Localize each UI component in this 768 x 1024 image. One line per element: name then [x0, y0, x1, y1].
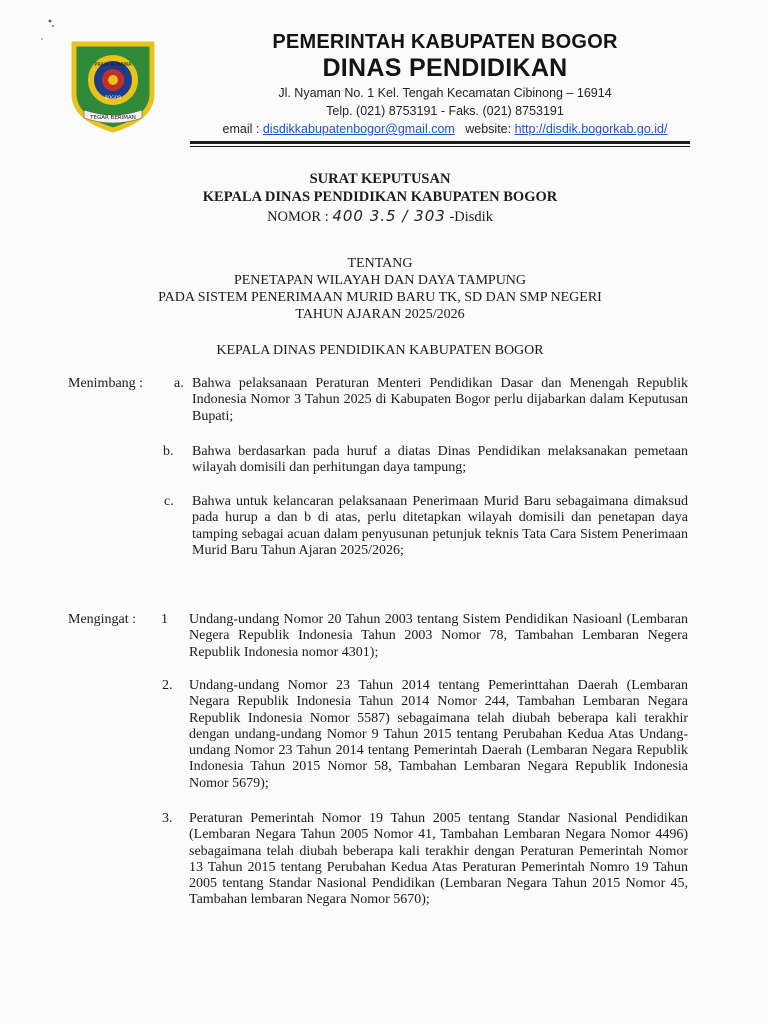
letterhead-contact — [150, 122, 740, 136]
menimbang-item-a: Bahwa pelaksanaan Peraturan Menteri Pendidikan Dasar dan Menengah Republik Indonesia Nomor 3 Tahun 2025 di Kabupaten Bogor perlu dijabarkan dalam Keputusan Bupati; — [192, 376, 688, 424]
svg-text:TEGAR BERIMAN: TEGAR BERIMAN — [90, 115, 136, 121]
decree-issuer-title: KEPALA DINAS PENDIDIKAN KABUPATEN BOGOR — [202, 189, 558, 205]
letterhead-divider-thin — [190, 146, 690, 147]
menimbang-label: Menimbang : — [68, 376, 144, 391]
decree-title: SURAT KEPUTUSAN — [309, 171, 451, 187]
letterhead-address: Jl. Nyaman No. 1 Kel. Tengah Kecamatan Cibinong – 16914 — [278, 86, 612, 100]
letterhead-government: PEMERINTAH KABUPATEN BOGOR — [272, 31, 618, 53]
scan-speck-icon — [36, 17, 56, 47]
mengingat-mark-2: 2. — [162, 678, 173, 693]
mengingat-mark-3: 3. — [162, 811, 173, 826]
mengingat-item-1: Undang-undang Nomor 20 Tahun 2003 tentang Sistem Pendidikan Nasioanl (Lembaran Negera Republik Indonesia Tahun 2003 Nomor 78, Tambahan Lembaran Negera Republik Indonesia nomor 4301); — [189, 612, 688, 660]
decree-number — [90, 207, 670, 226]
mengingat-label: Mengingat : — [68, 612, 137, 627]
mengingat-mark-1: 1 — [161, 612, 168, 627]
menimbang-mark-a: a. — [174, 376, 184, 391]
regency-emblem-logo — [68, 38, 158, 134]
letterhead-office: DINAS PENDIDIKAN — [322, 54, 568, 82]
letterhead-divider — [190, 141, 690, 144]
nomor-handwritten: 400 3.5 / 303 — [332, 207, 446, 225]
nomor-label: NOMOR : — [267, 209, 329, 225]
issuer-heading: KEPALA DINAS PENDIDIKAN KABUPATEN BOGOR — [216, 343, 544, 358]
menimbang-mark-b: b. — [163, 444, 174, 459]
mengingat-item-3: Peraturan Pemerintah Nomor 19 Tahun 2005 tentang Standar Nasional Pendidikan (Lembaran Negara Tahun 2005 Nomor 41, Tambahan Lembaran Negara Nomor 4496) sebagaimana telah diubah beberapa kali terakhir dengan Peraturan Pemerintah Nomor 13 Tahun 2015 tentang Perubahan Kedua Atas Peraturan Pemerintah Nomro 19 Tahun 2005 tentang Standar Nasional Pendidikan (Lembaran Negara Tahun 2015 Nomor 45, Tambahan lembaran Negara Nomor 5670); — [189, 811, 688, 908]
tentang-heading: TENTANG — [347, 256, 413, 271]
website-label: website: — [465, 122, 512, 136]
nomor-suffix: -Disdik — [449, 209, 493, 225]
email-link[interactable]: disdikkabupatenbogor@gmail.com — [262, 122, 455, 136]
svg-text:BOGOR: BOGOR — [104, 96, 122, 101]
subject-line-1: PENETAPAN WILAYAH DAN DAYA TAMPUNG — [233, 273, 527, 288]
svg-text:PRAJA WIBAWA: PRAJA WIBAWA — [94, 62, 132, 68]
website-link[interactable]: http://disdik.bogorkab.go.id/ — [514, 122, 668, 136]
menimbang-mark-c: c. — [164, 494, 174, 509]
letterhead-phone: Telp. (021) 8753191 - Faks. (021) 8753191 — [326, 104, 564, 118]
mengingat-item-2: Undang-undang Nomor 23 Tahun 2014 tentang Pemerinttahan Daerah (Lembaran Negara Republik Indonesia Tahun 2014 Nomor 244, Tambahan Lembaran Negara Republik Indonesia Nomor 5587) sebagaimana telah diubah beberapa kali terakhir dengan undang-undang Nomor 9 Tahun 2015 tentang Perubahan Kedua Atas Undang-undang Nomor 23 Tahun 2014 tentang Pemerintah Daerah (Lembaran Negara Republik Indonesia Tahun 2015 Nomor 58, Tambahan Lembaran Negara Republik Indonesia Nomor 5679); — [189, 678, 688, 791]
email-label: email : — [222, 122, 260, 136]
subject-line-3: TAHUN AJARAN 2025/2026 — [295, 307, 465, 322]
menimbang-item-b: Bahwa berdasarkan pada huruf a diatas Dinas Pendidikan melaksanakan pemetaan wilayah domisili dan perhitungan daya tampung; — [192, 444, 688, 476]
menimbang-item-c: Bahwa untuk kelancaran pelaksanaan Penerimaan Murid Baru sebagaimana dimaksud pada hurup a dan b di atas, perlu ditetapkan wilayah domisili dan penetapan daya tamping sebagai acuan dalam penyusunan petunjuk teknis Tata Cara Sistem Penerimaan Murid Baru Tahun Ajaran 2025/2026; — [192, 494, 688, 558]
subject-line-2: PADA SISTEM PENERIMAAN MURID BARU TK, SD DAN SMP NEGERI — [158, 290, 602, 305]
